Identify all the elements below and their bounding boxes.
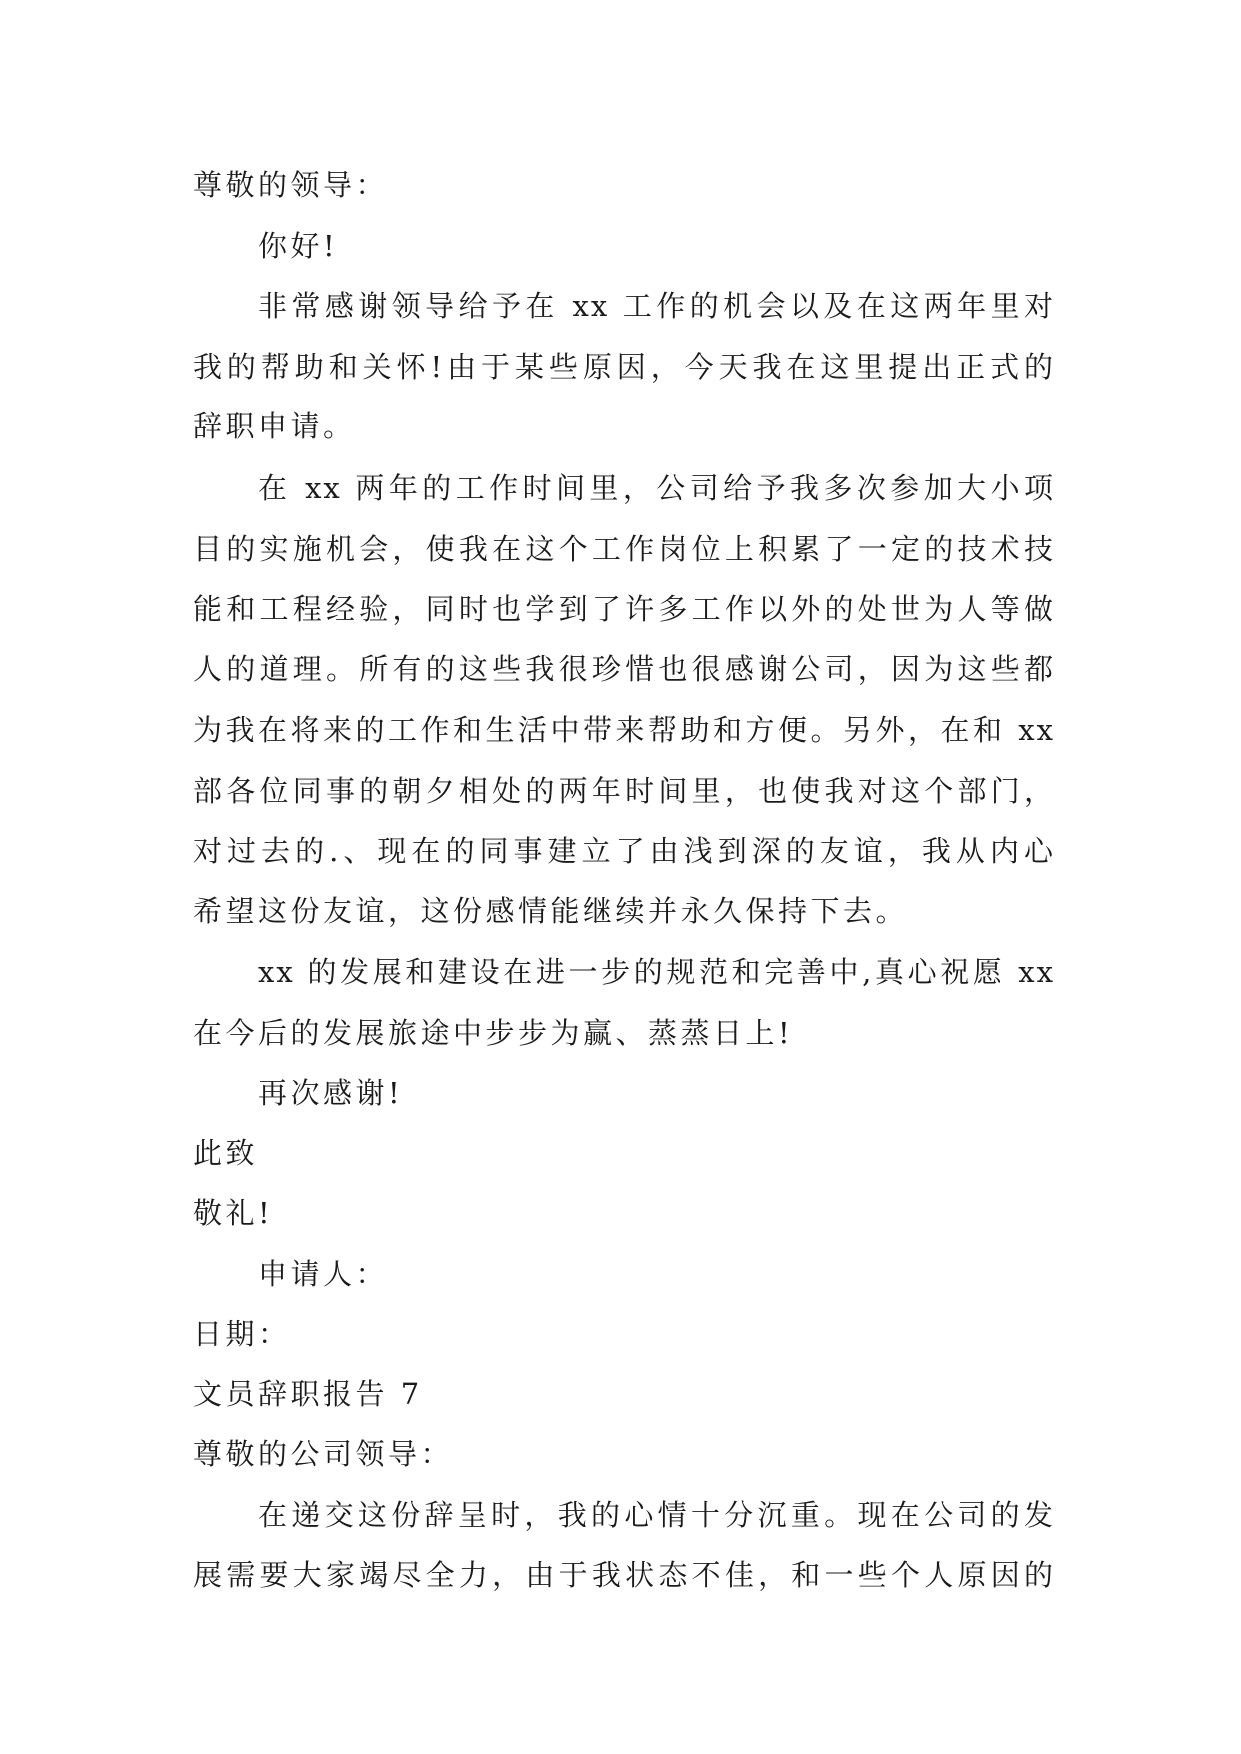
thanks-line: 再次感谢! xyxy=(258,1076,404,1110)
salutation: 尊敬的领导： xyxy=(193,168,389,202)
date-label: 日期： xyxy=(193,1317,291,1351)
body-line: 辞职申请。 xyxy=(193,409,356,443)
greeting: 你好! xyxy=(258,229,339,263)
body-line: 非常感谢领导给予在 xx 工作的机会以及在这两年里对 xyxy=(258,289,1055,323)
body-line: xx 的发展和建设在进一步的规范和完善中,真心祝愿 xx xyxy=(258,955,1055,989)
body-line: 对过去的.、现在的同事建立了由浅到深的友谊，我从内心 xyxy=(193,834,1055,868)
body-line: 我的帮助和关怀!由于某些原因，今天我在这里提出正式的 xyxy=(193,350,1055,384)
body-line: 为我在将来的工作和生活中带来帮助和方便。另外，在和 xx xyxy=(193,713,1055,747)
body-line: 部各位同事的朝夕相处的两年时间里，也使我对这个部门， xyxy=(193,774,1055,808)
applicant-label: 申请人： xyxy=(258,1257,389,1291)
body-line: 展需要大家竭尽全力，由于我状态不佳，和一些个人原因的 xyxy=(193,1558,1055,1592)
body-line: 在今后的发展旅途中步步为赢、蒸蒸日上! xyxy=(193,1016,794,1050)
body-line: 能和工程经验，同时也学到了许多工作以外的处世为人等做 xyxy=(193,592,1055,626)
section-title: 文员辞职报告 7 xyxy=(193,1377,423,1411)
salutation: 尊敬的公司领导： xyxy=(193,1437,454,1471)
body-line: 目的实施机会，使我在这个工作岗位上积累了一定的技术技 xyxy=(193,532,1055,566)
body-line: 人的道理。所有的这些我很珍惜也很感谢公司，因为这些都 xyxy=(193,652,1055,686)
body-line: 希望这份友谊，这份感情能继续并永久保持下去。 xyxy=(193,894,909,928)
closing-line: 此致 xyxy=(193,1136,259,1170)
body-line: 在递交这份辞呈时，我的心情十分沉重。现在公司的发 xyxy=(258,1498,1055,1532)
closing-regards: 敬礼! xyxy=(193,1196,274,1230)
body-line: 在 xx 两年的工作时间里，公司给予我多次参加大小项 xyxy=(258,471,1055,505)
